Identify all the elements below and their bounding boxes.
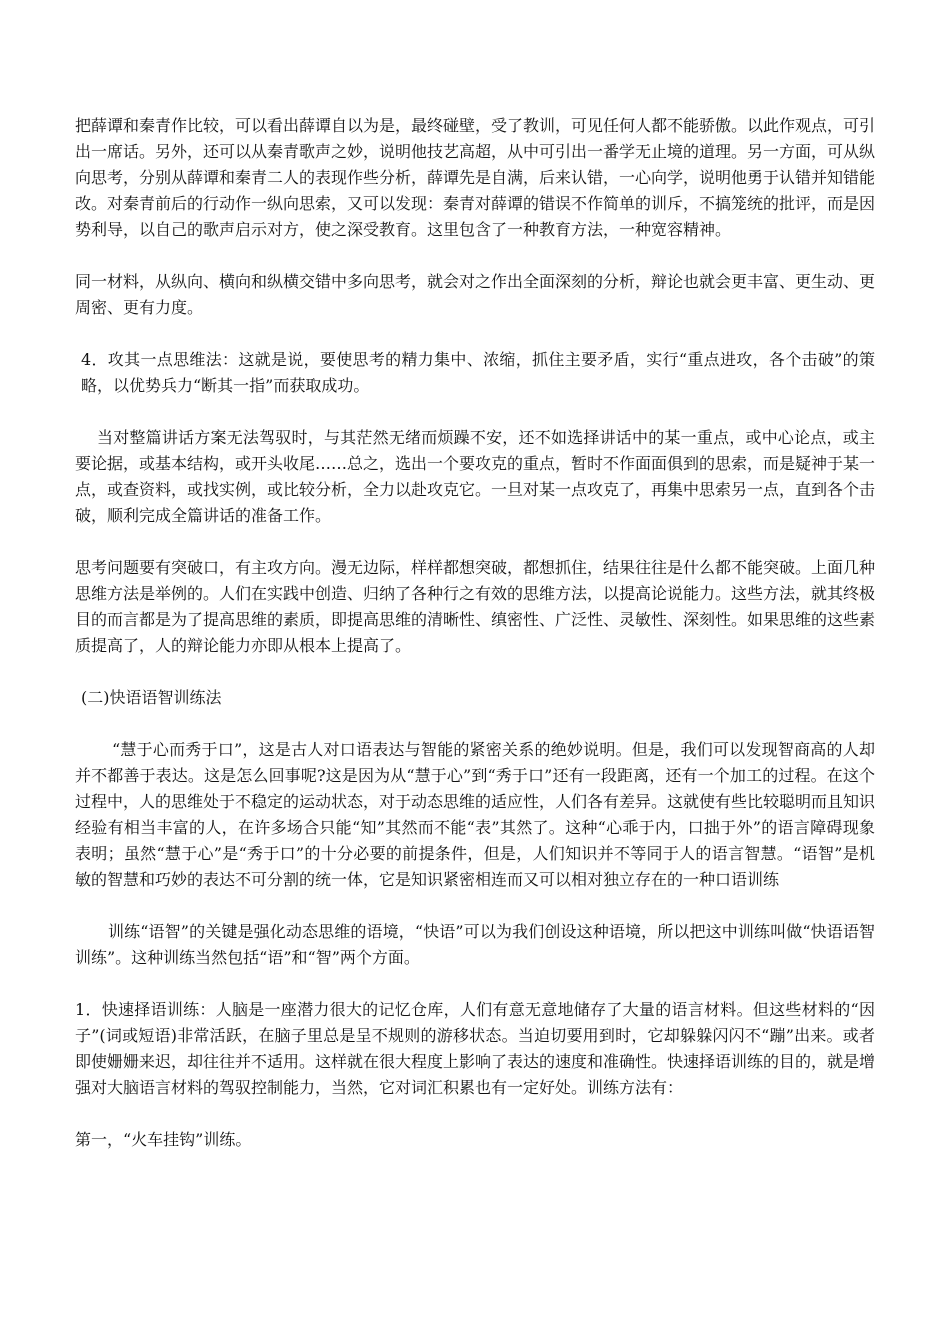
document-page [75, 113, 875, 1153]
paragraph-focus-point-detail: 当对整篇讲话方案无法驾驭时，与其茫然无绪而烦躁不安，还不如选择讲话中的某一重点，或中心论点，或主要论据，或基本结构，或开头收尾……总之，选出一个要攻克的重点，暂时不作面面俱到的思索，而是疑神于某一点，或查资料，或找实例，或比较分析，全力以赴攻克它。一旦对某一点攻克了，再集中思索另一点，直到各个击破，顺利完成全篇讲话的准备工作。 [75, 428, 876, 525]
paragraph-breakthrough-summary: 思考问题要有突破口，有主攻方向。漫无边际，样样都想突破，都想抓住，结果往往是什么都不能突破。上面几种思维方法是举例的。人们在实践中创造、归纳了各种行之有效的思维方法，以提高论说能力。这些方法，就其终极目的而言都是为了提高思维的素质，即提高思维的清晰性、缜密性、广泛性、灵敏性、深刻性。如果思维的这些素质提高了，人的辩论能力亦即从根本上提高了。 [75, 558, 876, 655]
paragraph-multi-direction-thinking: 同一材料，从纵向、横向和纵横交错中多向思考，就会对之作出全面深刻的分析，辩论也就会更丰富、更生动、更周密、更有力度。 [75, 272, 876, 317]
paragraph-comparison-analysis: 把薛谭和秦青作比较，可以看出薛谭自以为是，最终碰壁，受了教训，可见任何人都不能骄傲。以此作观点，可引出一席话。另外，还可以从秦青歌声之妙，说明他技艺高超，从中可引出一番学无止境的道理。另一方面，可从纵向思考，分别从薛谭和秦青二人的表现作些分析，薛谭先是自满，后来认错，一心向学，说明他勇于认错并知错能改。对秦青前后的行动作一纵向思索，又可以发现：秦青对薛谭的错误不作简单的训斥，不搞笼统的批评，而是因势利导，以自己的歌声启示对方，使之深受教育。这里包含了一种教育方法，一种宽容精神。 [75, 116, 876, 239]
paragraph-train-coupling: 第一，“火车挂钩”训练。 [75, 1130, 252, 1149]
paragraph-wisdom-and-speech: “慧于心而秀于口”，这是古人对口语表达与智能的紧密关系的绝妙说明。但是，我们可以发现智商高的人却并不都善于表达。这是怎么回事呢?这是因为从“慧于心”到“秀于口”还有一段距离，还有一个加工的过程。在这个过程中，人的思维处于不稳定的运动状态，对于动态思维的适应性，人们各有差异。这就使有些比较聪明而且知识经验有相当丰富的人，在许多场合只能“知”其然而不能“表”其然了。这种“心乖于内，口拙于外”的语言障碍现象表明；虽然“慧于心”是“秀于口”的十分必要的前提条件，但是，人们知识并不等同于人的语言智慧。“语智”是机敏的智慧和巧妙的表达不可分割的统一体，它是知识紧密相连而又可以相对独立存在的一种口语训练 [75, 740, 876, 889]
paragraph-quick-word-selection: 1．快速择语训练：人脑是一座潜力很大的记忆仓库，人们有意无意地储存了大量的语言材料。但这些材料的“因子”(词或短语)非常活跃，在脑子里总是呈不规则的游移状态。当迫切要用到时，它却躲躲闪闪不“蹦”出来。或者即使姗姗来迟，却往往并不适用。这样就在很大程度上影响了表达的速度和准确性。快速择语训练的目的，就是增强对大脑语言材料的驾驭控制能力，当然，它对词汇积累也有一定好处。训练方法有： [75, 1000, 876, 1097]
paragraph-language-wisdom-training: 训练“语智”的关键是强化动态思维的语境，“快语”可以为我们创设这种语境，所以把这中训练叫做“快语语智训练”。这种训练当然包括“语”和“智”两个方面。 [75, 922, 875, 967]
paragraph-focus-point-method: 4．攻其一点思维法：这就是说，要使思考的精力集中、浓缩，抓住主要矛盾，实行“重点进攻，各个击破”的策略，以优势兵力“断其一指”而获取成功。 [81, 350, 875, 395]
section-heading-quick-speech: (二)快语语智训练法 [81, 688, 222, 707]
